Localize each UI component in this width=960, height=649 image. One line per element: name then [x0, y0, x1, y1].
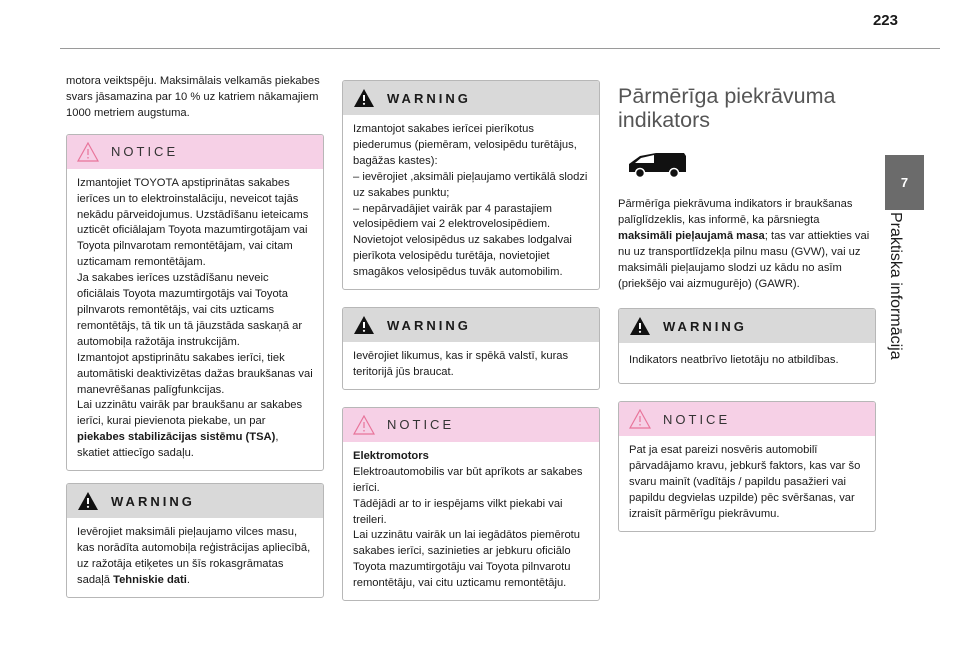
notice-title: NOTICE: [111, 144, 179, 160]
warning-header: [343, 81, 599, 115]
notice-header: [619, 402, 875, 436]
warning-title: WARNING: [663, 318, 747, 334]
notice-header: [67, 135, 323, 169]
notice-triangle-icon: [629, 409, 651, 429]
notice-body: Elektromotors Elektroautomobilis var būt aprīkots ar sakabes ierīci. Tādējādi ar to ir iespējams vilkt piekabi vai treileri. Lai uzzinātu vairāk un lai iegādātos piemērotu sakabes ierīci, sazinieties ar jebkuru oficiālo Toyota mazumtirgotāju vai Toyota pilnvarotu remontētāju, vai citu uzticamu remontētāju.: [353, 449, 583, 590]
warning-title: WARNING: [387, 90, 471, 106]
notice-paragraph: Lai uzzinātu vairāk par braukšanu ar sakabes ierīci, kurai pievienota piekabe, un par piekabes stabilizācijas sistēmu (TSA), skatiet attiecīgo sadaļu.: [77, 399, 303, 460]
notice-paragraph: Izmantojot apstiprinātu sakabes ierīci, tiek automātiski deaktivizētas dažas braukšanas vai manevrēšanas palīgfunkcijas.: [77, 351, 313, 396]
notice-title: NOTICE: [663, 411, 731, 427]
column-1: [66, 74, 324, 598]
max-mass-term: maksimāli pieļaujamā masa: [618, 229, 765, 242]
warning-header: [343, 308, 599, 342]
header-rule: [60, 48, 940, 49]
notice-triangle-icon: [77, 142, 99, 162]
page-number: 223: [872, 12, 898, 29]
notice-triangle-icon: [353, 415, 375, 435]
warning-box: [66, 483, 324, 598]
warning-header: [67, 484, 323, 518]
chapter-tab: [885, 155, 924, 210]
notice-paragraph: Ja sakabes ierīces uzstādīšanu neveic oficiālais Toyota mazumtirgotājs vai Toyota pilnvarots remontētājs, vai cits uzticams remontētājs, tā tik un tā jāuzstāda saskaņā ar automobiļa ražotāja instrukcijām.: [77, 272, 303, 348]
notice-box: [66, 134, 324, 471]
chapter-number: 7: [900, 175, 909, 190]
chapter-title: Praktiska informācija: [887, 212, 904, 360]
warning-triangle-icon: [353, 88, 375, 108]
warning-header: [619, 309, 875, 343]
van-icon: [626, 150, 688, 180]
section-body: Pārmērīga piekrāvuma indikators ir braukšanas palīglīdzeklis, kas informē, ka pārsniegta maksimāli pieļaujamā masa; tas var attiekties vai nu uz transportlīdzekļa pilnu masu (GVW), vai uz maksimāli pieļaujamo slodzi uz kādu no asīm (priekšējo vai aizmugurējo) (GAWR).: [618, 198, 870, 290]
warning-body: Ievērojiet maksimāli pieļaujamo vilces masu, kas norādīta automobiļa reģistrācijas apliecībā, uz ražotāja etiķetes un šīs rokasgrāmatas sadaļā Tehniskie dati.: [77, 526, 311, 586]
warning-box: [618, 308, 876, 384]
warning-title: WARNING: [111, 493, 195, 509]
warning-body: Indikators neatbrīvo lietotāju no atbildības.: [629, 354, 839, 367]
warning-box: [342, 80, 600, 290]
warning-triangle-icon: [629, 316, 651, 336]
notice-body: Pat ja esat pareizi nosvēris automobilī pārvadājamo kravu, jebkurš faktors, kas var šo svaru mainīt (vadītājs / papildu pasažieri vai papildu degvielas uzpilde) pēc svēršanas, var izraisīt pārmērīgu piekrāvumu.: [629, 444, 861, 520]
notice-paragraph: Izmantojiet TOYOTA apstiprinātas sakabes ierīces un to elektroinstalāciju, neveicot tajās nekādu pārveidojumus. Uzstādīšanu ieteicams uzticēt oficiālajam Toyota mazumtirgotājam vai Toyota pilnvarotam remontētājam, vai citam uzticamam remontētājam.: [77, 176, 309, 269]
notice-body: [67, 169, 323, 470]
warning-box: [342, 307, 600, 390]
warning-body: Ievērojiet likumus, kas ir spēkā valstī, kuras teritorijā jūs braucat.: [353, 350, 569, 378]
column-3: [618, 84, 876, 532]
notice-box: [342, 407, 600, 601]
warning-title: WARNING: [387, 317, 471, 333]
section-title: Pārmērīga piekrāvuma indikators: [618, 84, 836, 132]
warning-triangle-icon: [353, 315, 375, 335]
tech-data-ref: Tehniskie dati: [113, 573, 187, 586]
notice-box: [618, 401, 876, 532]
notice-title: NOTICE: [387, 417, 455, 433]
warning-triangle-icon: [77, 491, 99, 511]
intro-paragraph: motora veiktspēju. Maksimālais velkamās piekabes svars jāsamazina par 10 % uz katriem nākamajiem 1000 metriem augstuma.: [66, 75, 320, 119]
tsa-term: piekabes stabilizācijas sistēmu (TSA): [77, 431, 276, 444]
notice-header: [343, 408, 599, 442]
warning-body: Izmantojot sakabes ierīcei pierīkotus piederumus (piemēram, velosipēdu turētājus, bagāžas kastes): – ievērojiet ,aksimāli pieļaujamo vertikālā slodzi uz sakabes punktu; – nepārvadājiet vairāk par 4 parastajiem velosipēdiem vai 2 elektrovelosipēdiem. Novietojot velosipēdus uz sakabes lodgalvai pierīkota velosipēdu turētāja, novietojiet smagākos velosipēdus tuvāk automobilim.: [353, 123, 588, 279]
notice-heading: Elektromotors: [353, 449, 429, 462]
column-2: [342, 80, 600, 601]
